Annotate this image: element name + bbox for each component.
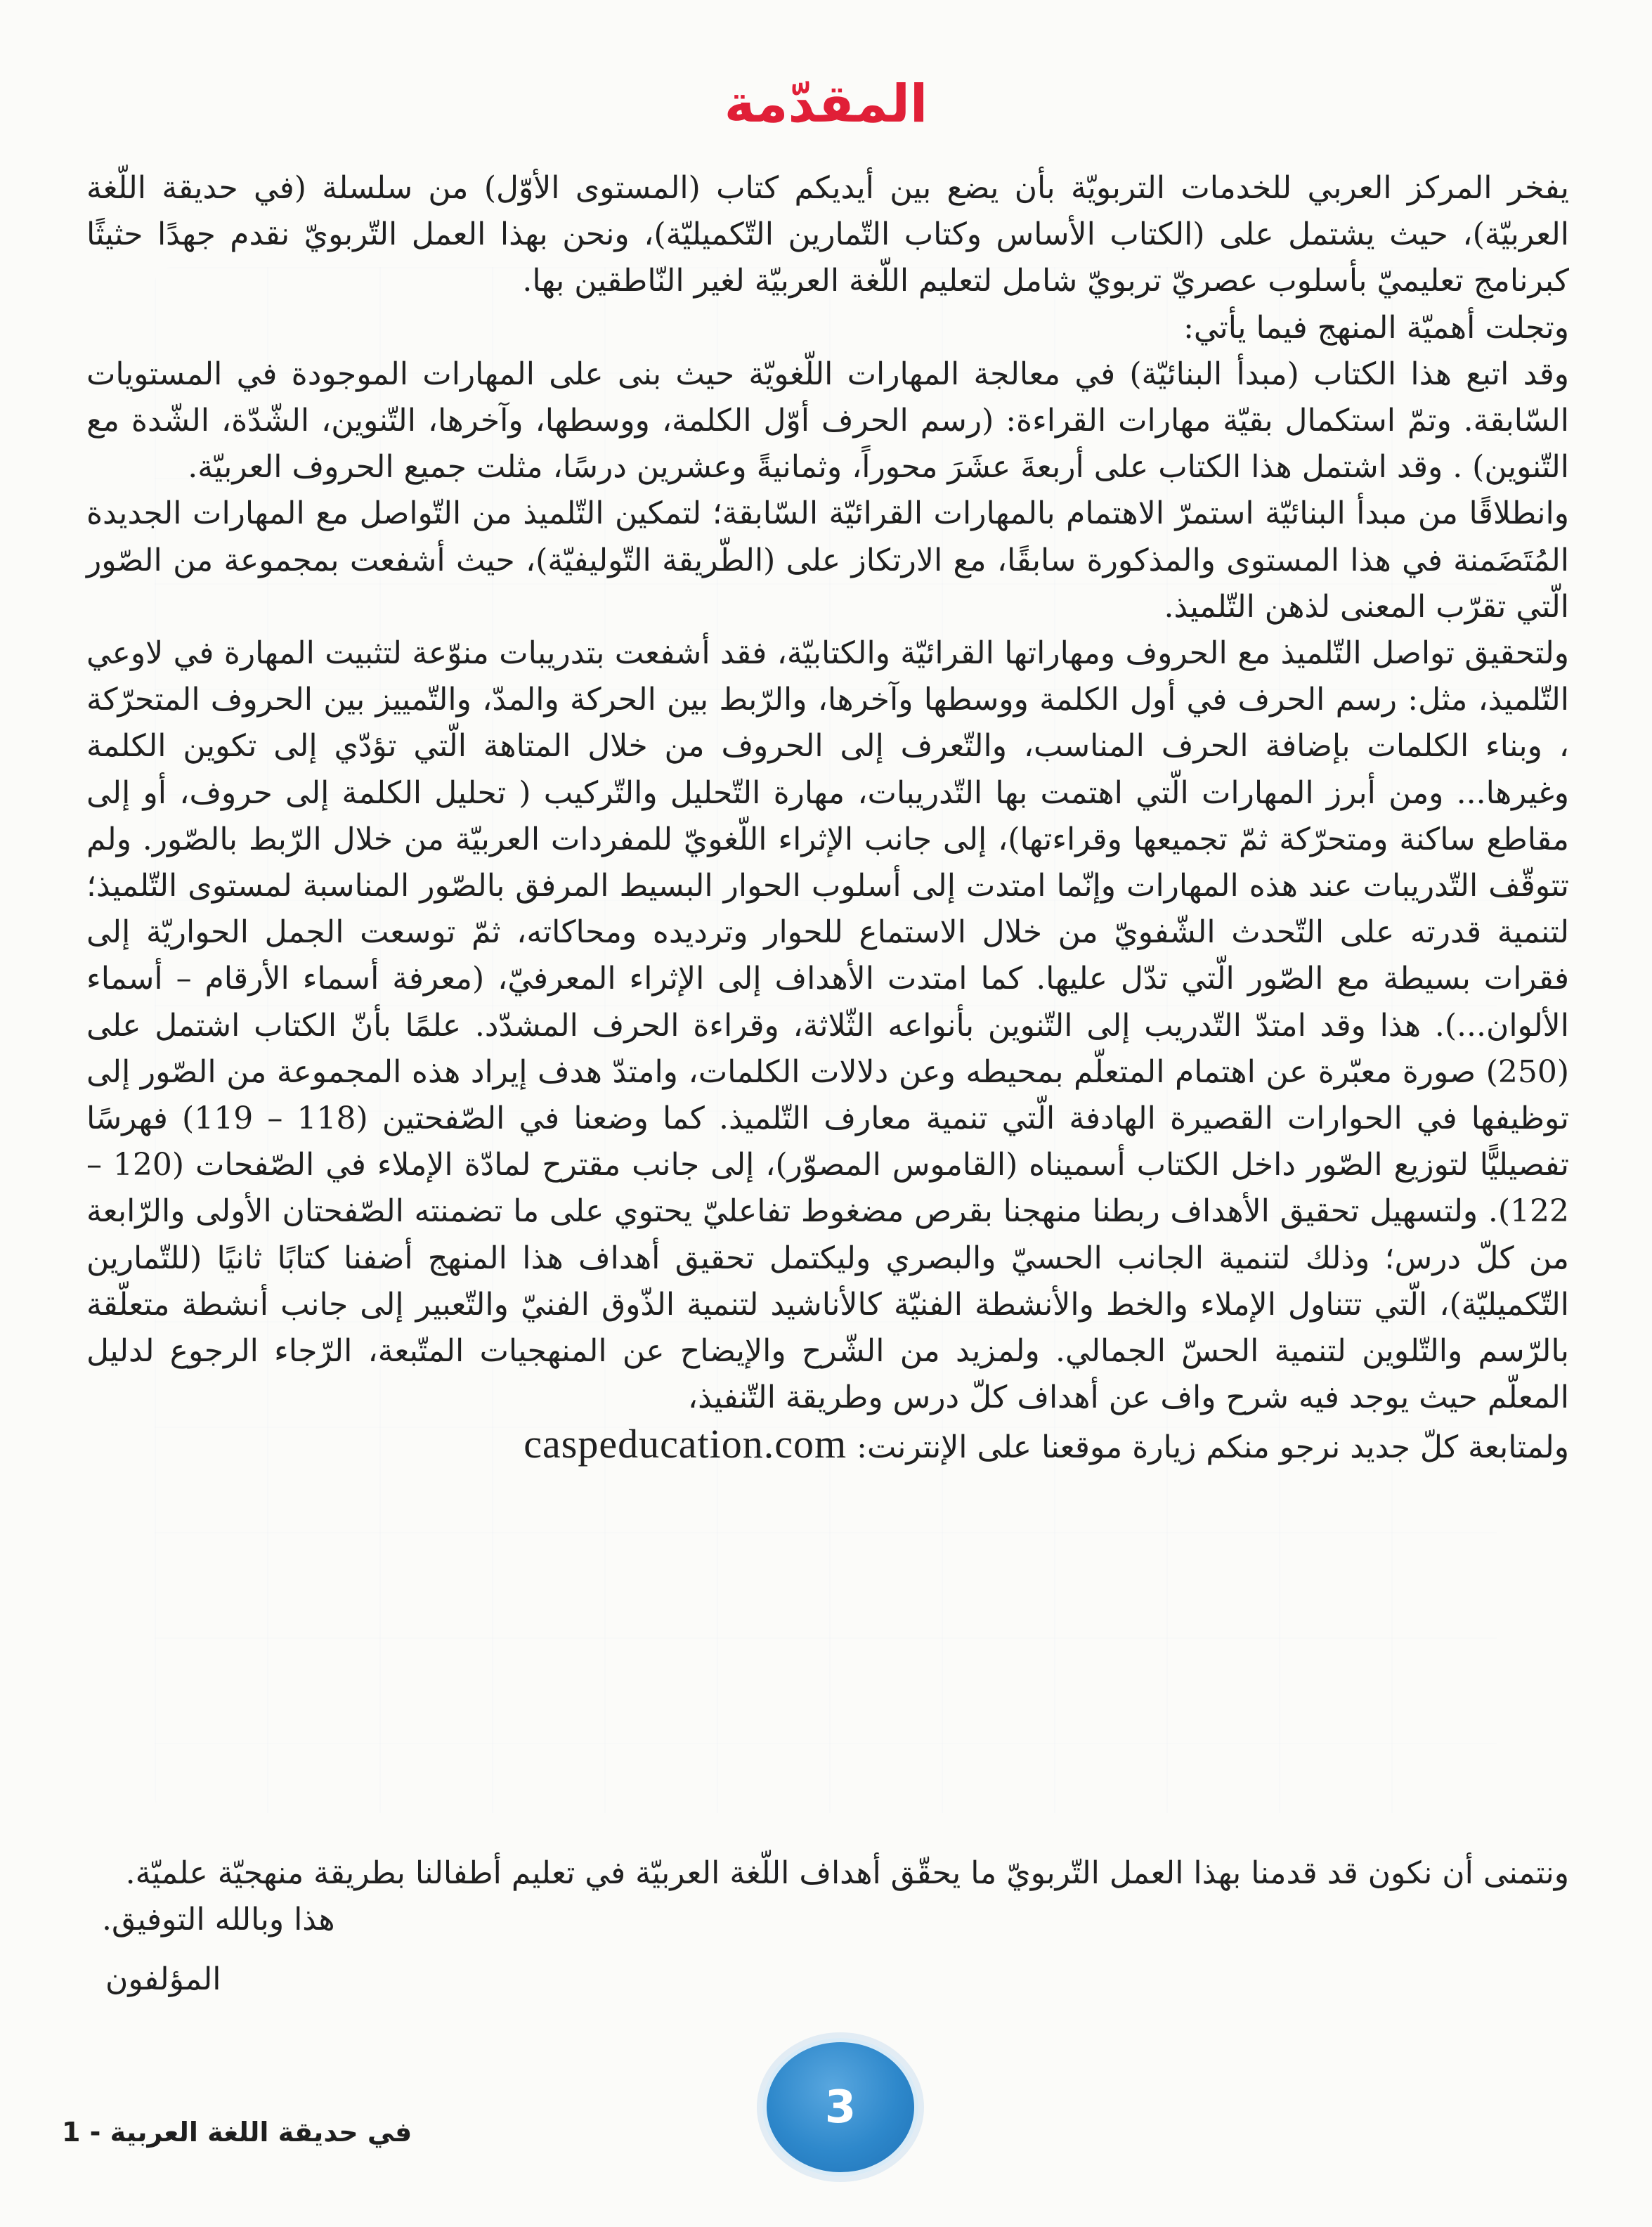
paragraph-constructivism: وقد اتبع هذا الكتاب (مبدأ البنائيّة) في معالجة المهارات اللّغويّة حيث بنى على المهارات الموجودة في المستويات السّابقة. وتمّ استكمال بقيّة مهارات القراءة: (رسم الحرف أوّل الكلمة، ووسطها، وآخرها، التّنوين، الشّدّة، الشّدة مع التّنوين) . وقد اشتمل هذا الكتاب على أربعةَ عشَرَ محوراً، وثمانيةً وعشرين درسًا، مثلت جميع الحروف العربيّة. [86, 356, 1570, 486]
paragraph-website [86, 1421, 1569, 1471]
footer-series-title: في حديقة اللغة العربية - 1 [62, 2117, 412, 2148]
closing-wish: ونتمنى أن نكون قد قدمنا بهذا العمل التّربويّ ما يحقّق أهداف اللّغة العربيّة في تعليم أطفالنا بطريقة منهجيّة علميّة. [125, 1855, 1569, 1891]
paragraph-intro: يفخر المركز العربي للخدمات التربويّة بأن يضع بين أيديكم كتاب (المستوى الأوّل) من سلسلة (في حديقة اللّغة العربيّة)، حيث يشتمل على (الكتاب الأساس وكتاب التّمارين التّكميليّة)، ونحن بهذا العمل التّربويّ نقدم جهدًا حثيثًا كبرنامج تعليميّ بأسلوب عصريّ تربويّ شامل لتعليم اللّغة العربيّة لغير النّاطقين بها. [86, 170, 1569, 299]
closing-authors: المؤلفون [105, 1961, 221, 1997]
closing-tawfiq: هذا وبالله التوفيق. [102, 1902, 335, 1937]
page-title: المقدّمة [724, 74, 928, 134]
introduction-body [86, 165, 1569, 1472]
website-intro: ولمتابعة كلّ جديد نرجو منكم زيارة موقعنا على الإنترنت: [857, 1429, 1569, 1466]
page-number: 3 [824, 2081, 857, 2134]
paragraph-reading-skills: وانطلاقًا من مبدأ البنائيّة استمرّ الاهتمام بالمهارات القرائيّة السّابقة؛ لتمكين التّلميذ من التّواصل مع المهارات الجديدة المُتَضَمنة في هذا المستوى والمذكورة سابقًا، مع الارتكاز على (الطّريقة التّوليفيّة)، حيث أشفعت بمجموعة من الصّور الّتي تقرّب المعنى لذهن التّلميذ. [86, 495, 1569, 625]
paragraph-exercises: ولتحقيق تواصل التّلميذ مع الحروف ومهاراتها القرائيّة والكتابيّة، فقد أشفعت بتدريبات منوّعة لتثبيت المهارة في لاوعي التّلميذ، مثل: رسم الحرف في أول الكلمة ووسطها وآخرها، والرّبط بين الحركة والمدّ، والتّمييز بين الحروف المتحرّكة ، وبناء الكلمات بإضافة الحرف المناسب، والتّعرف إلى الحروف من خلال المتاهة الّتي تؤدّي إلى تكوين الكلمة وغيرها... ومن أبرز المهارات الّتي اهتمت بها التّدريبات، مهارة التّحليل والتّركيب ( تحليل الكلمة إلى حروف، أو إلى مقاطع ساكنة ومتحرّكة ثمّ تجميعها وقراءتها)، إلى جانب الإثراء اللّغويّ للمفردات العربيّة من خلال الرّبط بالصّور. ولم تتوقّف التّدريبات عند هذه المهارات وإنّما امتدت إلى أسلوب الحوار البسيط المرفق بالصّور المناسبة لمستوى التّلميذ؛ لتنمية قدرته على التّحدث الشّفويّ من خلال الاستماع للحوار وترديده ومحاكاته، ثمّ توسعت الجمل الحواريّة إلى فقرات بسيطة مع الصّور الّتي تدّل عليها. كما امتدت الأهداف إلى الإثراء المعرفيّ، (معرفة أسماء الأرقام – أسماء الألوان...). هذا وقد امتدّ التّدريب إلى التّنوين بأنواعه الثّلاثة، وقراءة الحرف المشدّد. علمًا بأنّ الكتاب اشتمل على (250) صورة معبّرة عن اهتمام المتعلّم بمحيطه وعن دلالات الكلمات، وامتدّ هدف إيراد هذه المجموعة من الصّور إلى توظيفها في الحوارات القصيرة الهادفة الّتي تنمية معارف التّلميذ. كما وضعنا في الصّفحتين (118 – 119) فهرسًا تفصيليًّا لتوزيع الصّور داخل الكتاب أسميناه (القاموس المصوّر)، إلى جانب مقترح لمادّة الإملاء في الصّفحات (120 – 122). ولتسهيل تحقيق الأهداف ربطنا منهجنا بقرص مضغوط تفاعليّ يحتوي على ما تضمنته الصّفحتان الأولى والرّابعة من كلّ درس؛ وذلك لتنمية الجانب الحسيّ والبصري وليكتمل تحقيق أهداف هذا المنهج أضفنا كتابًا ثانيًا (للتّمارين التّكميليّة)، الّتي تتناول الإملاء والخط والأنشطة الفنيّة كالأناشيد لتنمية الذّوق الفنيّ والتّعبير إلى جانب أنشطة متعلّقة بالرّسم والتّلوين لتنمية الحسّ الجمالي. ولمزيد من الشّرح والإيضاح عن المنهجيات المتّبعة، الرّجاء الرجوع لدليل المعلّم حيث يوجد فيه شرح واف عن أهداف كلّ درس وطريقة التّنفيذ، [86, 635, 1569, 1416]
website-url[interactable]: caspeducation.com [523, 1421, 847, 1467]
paragraph-importance: وتجلت أهميّة المنهج فيما يأتي: [1183, 309, 1569, 346]
page-number-badge [762, 2038, 918, 2176]
